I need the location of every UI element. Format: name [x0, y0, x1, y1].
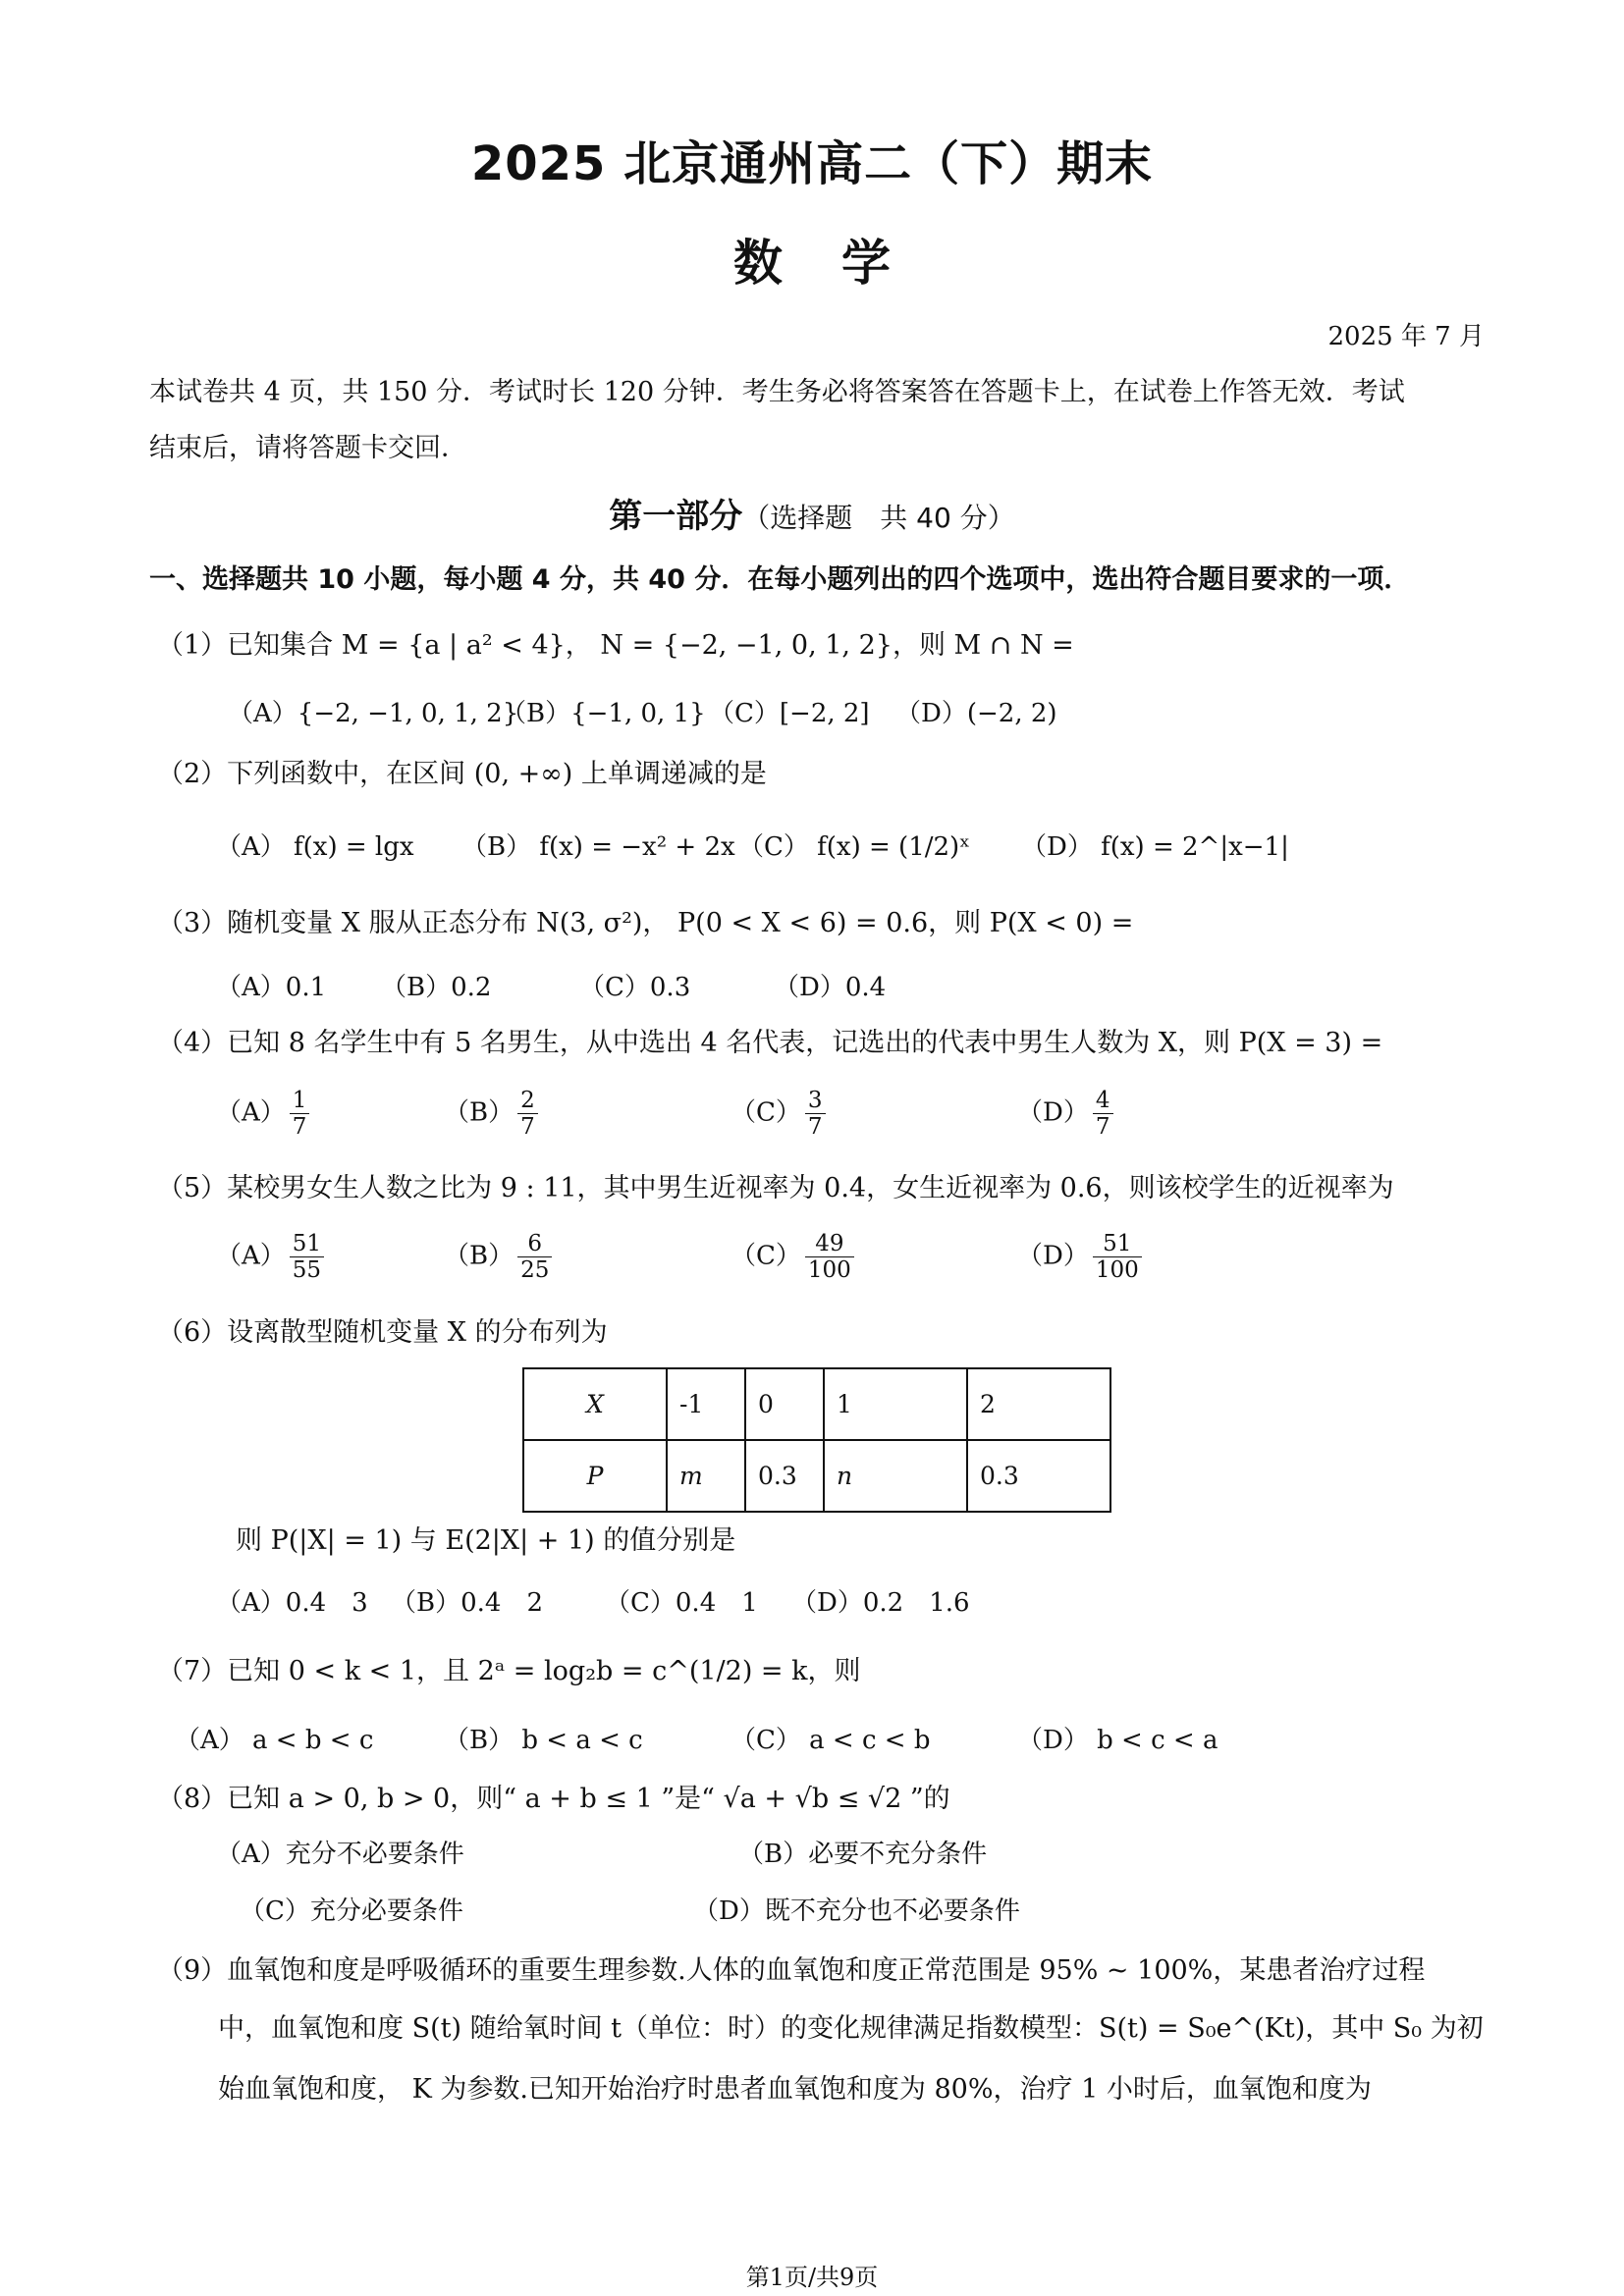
question-8-option-d: （D）既不充分也不必要条件 — [693, 1896, 1020, 1926]
fraction-denominator: 100 — [1095, 1257, 1139, 1283]
question-3-option-d: （D）0.4 — [774, 973, 887, 1002]
table-cell — [523, 1368, 667, 1440]
question-2-option-a: （A） f(x) = lgx — [216, 832, 414, 862]
question-7-option-b: （B） b < a < c — [444, 1726, 643, 1755]
table-row — [523, 1440, 1110, 1512]
instructions-line-2: 结束后，请将答题卡交回． — [149, 433, 467, 463]
fraction-numerator: 3 — [805, 1088, 826, 1114]
question-2-option-b: （B） f(x) = −x² + 2x — [461, 832, 735, 862]
option-label: （B） — [444, 1241, 514, 1271]
question-8-option-b: （B）必要不充分条件 — [738, 1840, 988, 1869]
exam-title: 2025 北京通州高二（下）期末 — [470, 136, 1154, 191]
fraction-numerator: 1 — [290, 1088, 310, 1114]
option-label: （D） — [1017, 1097, 1089, 1128]
table-cell: 2 — [967, 1368, 1110, 1440]
question-6-stem: （6）设离散型随机变量 X 的分布列为 — [157, 1317, 608, 1348]
question-7-option-c: （C） a < c < b — [731, 1726, 931, 1755]
question-4-option-d — [1017, 1088, 1117, 1140]
table-cell: 1 — [824, 1368, 967, 1440]
option-fraction — [290, 1231, 324, 1283]
fraction-numerator: 49 — [805, 1231, 854, 1257]
question-3-stem: （3）随机变量 X 服从正态分布 N(3, σ²)， P(0 < X < 6) = 0.6，则 P(X < 0) = — [157, 908, 1134, 938]
question-6-option-b: （B）0.4 2 — [391, 1588, 543, 1618]
table-cell: -1 — [667, 1368, 745, 1440]
question-9-line-3: 始血氧饱和度， K 为参数.已知开始治疗时患者血氧饱和度为 80%，治疗 1 小时后，血氧饱和度为 — [218, 2074, 1372, 2105]
fraction-denominator: 25 — [520, 1257, 550, 1283]
question-6-option-c: （C）0.4 1 — [605, 1588, 758, 1618]
table-cell-text: P — [586, 1462, 604, 1490]
question-9-line-2: 中，血氧饱和度 S(t) 随给氧时间 t（单位：时）的变化规律满足指数模型：S(t) = S₀e^(Kt)，其中 S₀ 为初 — [218, 2013, 1484, 2044]
question-1-option-a: （A）{−2, −1, 0, 1, 2} — [228, 699, 519, 728]
fraction-numerator: 6 — [517, 1231, 552, 1257]
question-8-option-c: （C）充分必要条件 — [240, 1896, 463, 1926]
question-1-option-d: （D）(−2, 2) — [895, 699, 1057, 728]
question-4-option-c — [731, 1088, 830, 1140]
table-cell — [824, 1440, 967, 1512]
fraction-denominator: 7 — [520, 1114, 535, 1140]
question-8-stem: （8）已知 a > 0, b > 0，则“ a + b ≤ 1 ”是“ √a + √b ≤ √2 ”的 — [157, 1784, 950, 1814]
section-heading: 一、选择题共 10 小题，每小题 4 分，共 40 分．在每小题列出的四个选项中，选出符合题目要求的一项． — [149, 564, 1411, 595]
question-7-stem: （7）已知 0 < k < 1，且 2ᵃ = log₂b = c^(1/2) = k，则 — [157, 1656, 861, 1686]
option-label: （A） — [216, 1097, 286, 1128]
part-title-sub: （选择题 共 40 分） — [742, 502, 1015, 534]
question-8-option-a: （A）充分不必要条件 — [216, 1840, 464, 1869]
table-cell: 0 — [745, 1368, 824, 1440]
distribution-table — [522, 1367, 1111, 1513]
fraction-numerator: 4 — [1093, 1088, 1113, 1114]
option-label: （D） — [1017, 1241, 1089, 1271]
table-cell-text: n — [837, 1462, 853, 1490]
option-fraction — [290, 1088, 310, 1140]
fraction-denominator: 55 — [292, 1257, 322, 1283]
question-1-stem: （1）已知集合 M = {a | a² < 4}， N = {−2, −1, 0, 1, 2}，则 M ∩ N = — [157, 630, 1074, 661]
question-5-option-d — [1017, 1231, 1146, 1283]
table-cell-text: m — [679, 1462, 703, 1490]
option-label: （C） — [731, 1097, 801, 1128]
subject-title: 数学 — [733, 235, 949, 292]
question-6-option-a: （A）0.4 3 — [216, 1588, 368, 1618]
fraction-numerator: 51 — [290, 1231, 324, 1257]
table-cell: 0.3 — [967, 1440, 1110, 1512]
fraction-denominator: 7 — [807, 1114, 823, 1140]
table-cell: 0.3 — [745, 1440, 824, 1512]
question-1-option-b: （B）{−1, 0, 1} — [501, 699, 706, 728]
question-6-followup: 则 P(|X| = 1) 与 E(2|X| + 1) 的值分别是 — [236, 1525, 736, 1556]
question-6-option-d: （D）0.2 1.6 — [791, 1588, 970, 1618]
option-label: （C） — [731, 1241, 801, 1271]
option-fraction — [517, 1231, 552, 1283]
question-1-option-c: （C）[−2, 2] — [709, 699, 870, 728]
option-fraction — [1093, 1231, 1142, 1283]
question-4-option-b — [444, 1088, 542, 1140]
question-3-option-a: （A）0.1 — [216, 973, 327, 1002]
part-title — [0, 489, 1624, 537]
question-2-option-d: （D） f(x) = 2^|x−1| — [1021, 832, 1289, 862]
question-5-option-a — [216, 1231, 328, 1283]
question-4-option-a — [216, 1088, 313, 1140]
question-3-option-c: （C）0.3 — [579, 973, 691, 1002]
option-label: （B） — [444, 1097, 514, 1128]
part-title-main: 第一部分 — [609, 497, 743, 536]
fraction-denominator: 7 — [292, 1114, 307, 1140]
question-2-stem: （2）下列函数中，在区间 (0, +∞) 上单调递减的是 — [157, 759, 767, 789]
table-cell-text: X — [586, 1390, 604, 1418]
table-row — [523, 1368, 1110, 1440]
question-3-option-b: （B）0.2 — [381, 973, 492, 1002]
option-label: （A） — [216, 1241, 286, 1271]
question-7-option-a: （A） a < b < c — [175, 1726, 374, 1755]
question-7-option-d: （D） b < c < a — [1017, 1726, 1218, 1755]
option-fraction — [517, 1088, 538, 1140]
option-fraction — [805, 1231, 854, 1283]
fraction-denominator: 7 — [1095, 1114, 1110, 1140]
question-5-option-c — [731, 1231, 858, 1283]
question-5-stem: （5）某校男女生人数之比为 9 : 11，其中男生近视率为 0.4，女生近视率为 0.6，则该校学生的近视率为 — [157, 1173, 1394, 1203]
exam-date: 2025 年 7 月 — [1327, 322, 1485, 351]
option-fraction — [805, 1088, 826, 1140]
table-cell — [667, 1440, 745, 1512]
question-2-option-c: （C） f(x) = (1/2)ˣ — [738, 832, 971, 862]
fraction-numerator: 51 — [1093, 1231, 1142, 1257]
question-5-option-b — [444, 1231, 556, 1283]
question-4-stem: （4）已知 8 名学生中有 5 名男生，从中选出 4 名代表，记选出的代表中男生人数为 X，则 P(X = 3) = — [157, 1028, 1383, 1058]
fraction-numerator: 2 — [517, 1088, 538, 1114]
option-fraction — [1093, 1088, 1113, 1140]
question-9-line-1: （9）血氧饱和度是呼吸循环的重要生理参数.人体的血氧饱和度正常范围是 95% ~ 100%，某患者治疗过程 — [157, 1955, 1426, 1986]
instructions-line-1: 本试卷共 4 页，共 150 分．考试时长 120 分钟．考生务必将答案答在答题卡上，在试卷上作答无效．考试 — [149, 377, 1405, 407]
table-cell — [523, 1440, 667, 1512]
fraction-denominator: 100 — [807, 1257, 851, 1283]
page-number: 第1页/共9页 — [745, 2264, 879, 2291]
